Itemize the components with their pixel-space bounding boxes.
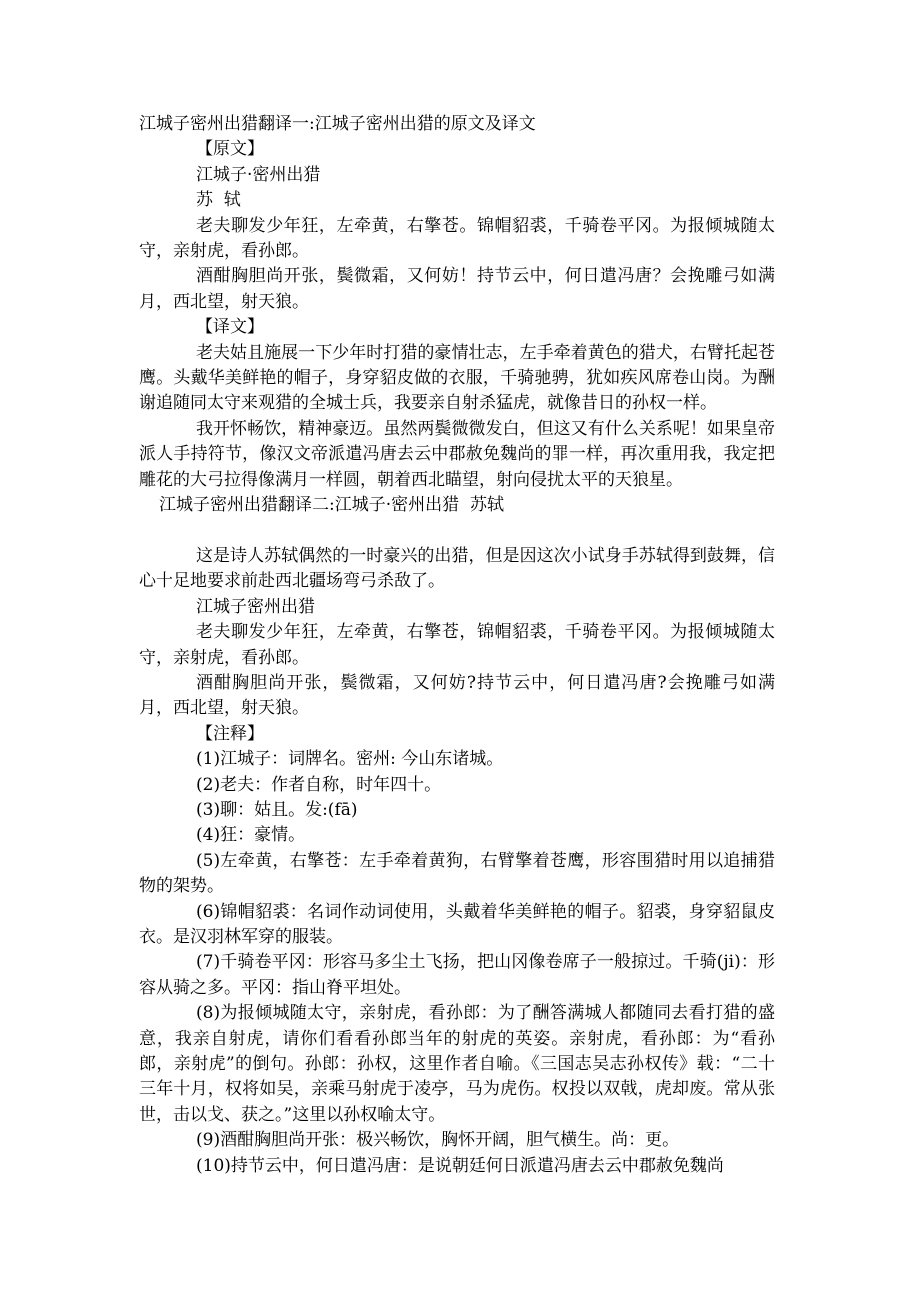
poem-2-title: 江城子密州出猎	[196, 596, 315, 617]
note-item: (3)聊：姑且。发:(fā)	[196, 799, 358, 820]
document-title: 江城子密州出猎翻译一:江城子密州出猎的原文及译文	[139, 114, 536, 134]
translation-paragraph-2: 我开怀畅饮，精神豪迈。虽然两鬓微微发白，但这又有什么关系呢！如果皇帝派人手持符节，像汉文帝派遣冯唐去云中郡赦免魏尚的罪一样，再次重用我，我定把雕花的大弓拉得像满月一样圆，朝着西北瞄望，射向侵扰太平的天狼星。	[139, 418, 775, 490]
note-item: (1)江城子：词牌名。密州: 今山东诸城。	[196, 749, 504, 770]
poem-2-stanza-2: 酒酣胸胆尚开张，鬓微霜，又何妨?持节云中，何日遣冯唐?会挽雕弓如满月，西北望，射天狼。	[139, 672, 775, 719]
note-item: (7)千骑卷平冈：形容马多尘土飞扬，把山冈像卷席子一般掠过。千骑(ji)：形容从骑之多。平冈：指山脊平坦处。	[139, 952, 775, 998]
section-header-yuanwen: 【原文】	[196, 139, 264, 160]
note-item: (9)酒酣胸胆尚开张：极兴畅饮，胸怀开阔，胆气横生。尚：更。	[196, 1130, 680, 1151]
section-header-yiwen: 【译文】	[196, 317, 264, 338]
note-item: (2)老夫：作者自称，时年四十。	[196, 774, 442, 795]
translation-paragraph-1: 老夫姑且施展一下少年时打猎的豪情壮志，左手牵着黄色的猎犬，右臂托起苍鹰。头戴华美鲜艳的帽子，身穿貂皮做的衣服，千骑驰骋，犹如疾风席卷山岗。为酬谢追随同太守来观猎的全城士兵，我要亲自射杀猛虎，就像昔日的孙权一样。	[139, 342, 775, 414]
blank-line	[139, 519, 775, 544]
note-item: (10)持节云中，何日遣冯唐：是说朝廷何日派遣冯唐去云中郡赦免魏尚	[196, 1155, 724, 1176]
poem-2-stanza-1: 老夫聊发少年狂，左牵黄，右擎苍，锦帽貂裘，千骑卷平冈。为报倾城随太守，亲射虎，看孙郎。	[139, 622, 775, 668]
poem-stanza-1: 老夫聊发少年狂，左牵黄，右擎苍。锦帽貂裘，千骑卷平冈。为报倾城随太守，亲射虎，看孙郎。	[139, 215, 775, 262]
poem-title: 江城子·密州出猎	[196, 164, 321, 185]
section-2-title: 江城子密州出猎翻译二:江城子·密州出猎 苏轼	[159, 495, 504, 516]
document-body	[139, 112, 775, 1179]
note-item: (5)左牵黄，右擎苍：左手牵着黄狗，右臂擎着苍鹰，形容围猎时用以追捕猎物的架势。	[139, 850, 775, 897]
poem-author: 苏 轼	[196, 190, 241, 211]
poem-stanza-2: 酒酣胸胆尚开张，鬓微霜，又何妨！持节云中，何日遣冯唐？会挽雕弓如满月，西北望，射天狼。	[139, 266, 775, 312]
note-item: (8)为报倾城随太守，亲射虎，看孙郎：为了酬答满城人都随同去看打猎的盛意，我亲自射虎，请你们看看孙郎当年的射虎的英姿。亲射虎，看孙郎：为“看孙郎，亲射虎”的倒句。孙郎：孙权，这里作者自喻。《三国志吴志孙权传》载：“二十三年十月，权将如吴，亲乘马射虎于凌亭，马为虎伤。权投以双戟，虎却废。常从张世，击以戈、获之。”这里以孙权喻太守。	[139, 1003, 775, 1125]
intro-paragraph: 这是诗人苏轼偶然的一时豪兴的出猎，但是因这次小试身手苏轼得到鼓舞，信心十足地要求前赴西北疆场弯弓杀敌了。	[139, 545, 775, 592]
section-header-notes: 【注释】	[196, 723, 264, 744]
note-item: (4)狂：豪情。	[196, 825, 306, 846]
note-item: (6)锦帽貂裘：名词作动词使用，头戴着华美鲜艳的帽子。貂裘，身穿貂鼠皮衣。是汉羽林军穿的服装。	[139, 901, 775, 947]
